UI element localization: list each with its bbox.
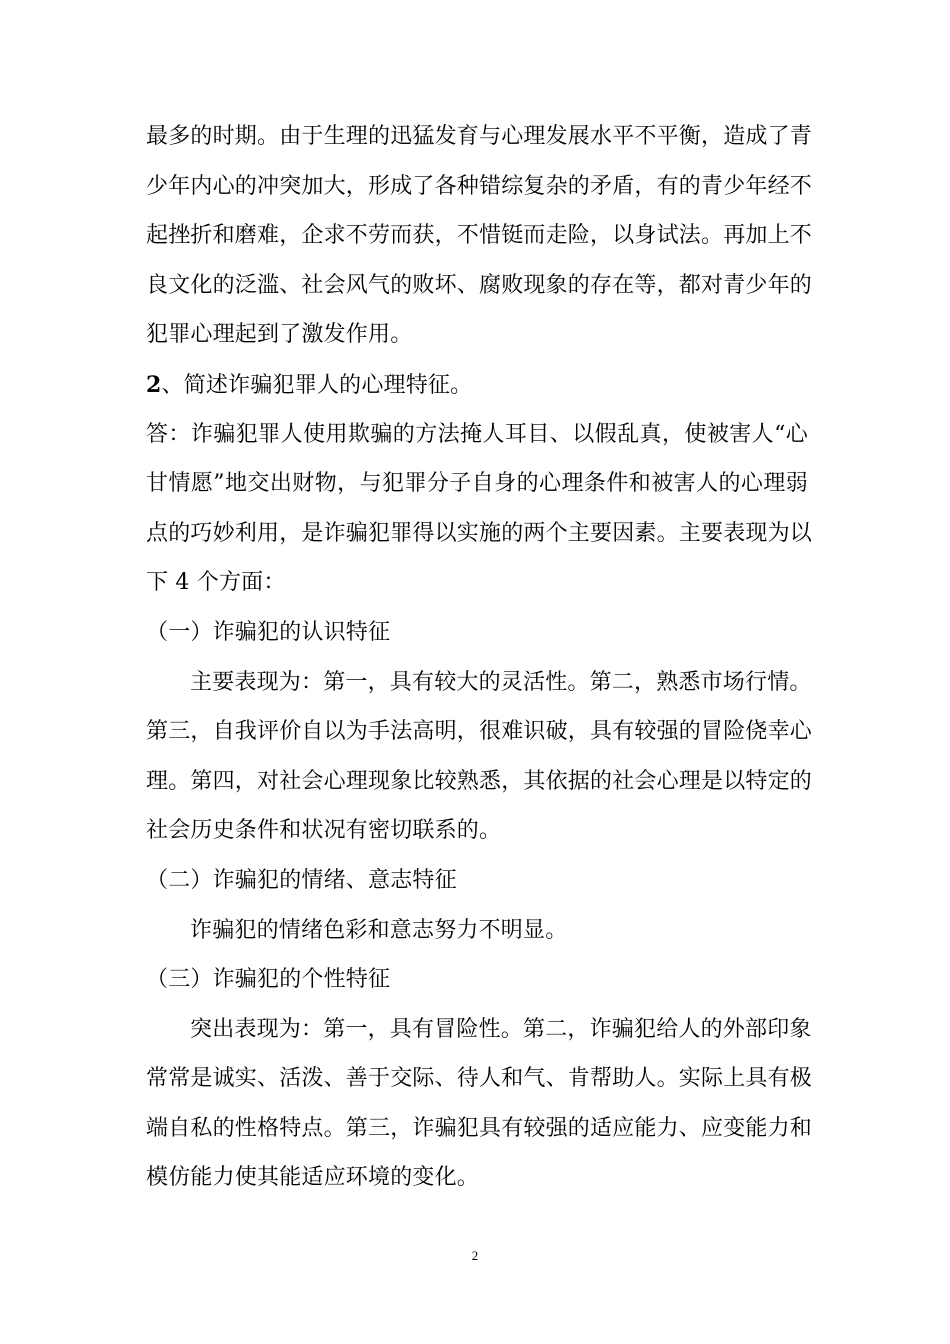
section-heading-personality: （三）诈骗犯的个性特征	[146, 967, 391, 993]
text-line: 第三，自我评价自以为手法高明，很难识破，具有较强的冒险侥幸心	[146, 719, 813, 745]
answer-paragraph	[146, 415, 813, 613]
text-line: 答：诈骗犯罪人使用欺骗的方法掩人耳目、以假乱真，使被害人“心	[146, 421, 808, 447]
text-line: 下 4 个方面：	[146, 570, 286, 596]
paragraph-continuation	[146, 117, 813, 365]
text-line: 点的巧妙利用，是诈骗犯罪得以实施的两个主要因素。主要表现为以	[146, 520, 813, 546]
text-line: 犯罪心理起到了激发作用。	[146, 322, 413, 348]
question-heading	[146, 365, 808, 415]
text-line: 模仿能力使其能适应环境的变化。	[146, 1165, 480, 1191]
section-heading-cognitive: （一）诈骗犯的认识特征	[146, 619, 391, 645]
text-line: 甘情愿”地交出财物，与犯罪分子自身的心理条件和被害人的心理弱	[146, 471, 808, 497]
section-body-emotion	[146, 911, 808, 961]
section-body-cognitive	[146, 663, 813, 861]
text-line: 起挫折和磨难，企求不劳而获，不惜铤而走险，以身试法。再加上不	[146, 223, 813, 249]
page-content	[146, 117, 813, 1208]
section-body-personality	[146, 1010, 813, 1208]
text-line: 理。第四，对社会心理现象比较熟悉，其依据的社会心理是以特定的	[146, 768, 813, 794]
text-line: 少年内心的冲突加大，形成了各种错综复杂的矛盾，有的青少年经不	[146, 173, 813, 199]
section-heading-emotion: （二）诈骗犯的情绪、意志特征	[146, 867, 457, 893]
text-line: 良文化的泛滥、社会风气的败坏、腐败现象的存在等，都对青少年的	[146, 272, 813, 298]
text-line: 最多的时期。由于生理的迅猛发育与心理发展水平不平衡，造成了青	[146, 124, 813, 149]
text-line: 端自私的性格特点。第三，诈骗犯具有较强的适应能力、应变能力和	[146, 1115, 813, 1141]
text-line: 诈骗犯的情绪色彩和意志努力不明显。	[190, 917, 568, 943]
text-line: 突出表现为：第一，具有冒险性。第二，诈骗犯给人的外部印象	[190, 1016, 812, 1042]
text-line: 常常是诚实、活泼、善于交际、待人和气、肯帮助人。实际上具有极	[146, 1066, 813, 1092]
question-text: 、简述诈骗犯罪人的心理特征。	[161, 372, 473, 398]
question-number: 2	[146, 371, 162, 398]
text-line: 主要表现为：第一，具有较大的灵活性。第二，熟悉市场行情。	[190, 669, 812, 695]
text-line: 社会历史条件和状况有密切联系的。	[146, 818, 502, 844]
page-number: 2	[471, 1248, 479, 1263]
